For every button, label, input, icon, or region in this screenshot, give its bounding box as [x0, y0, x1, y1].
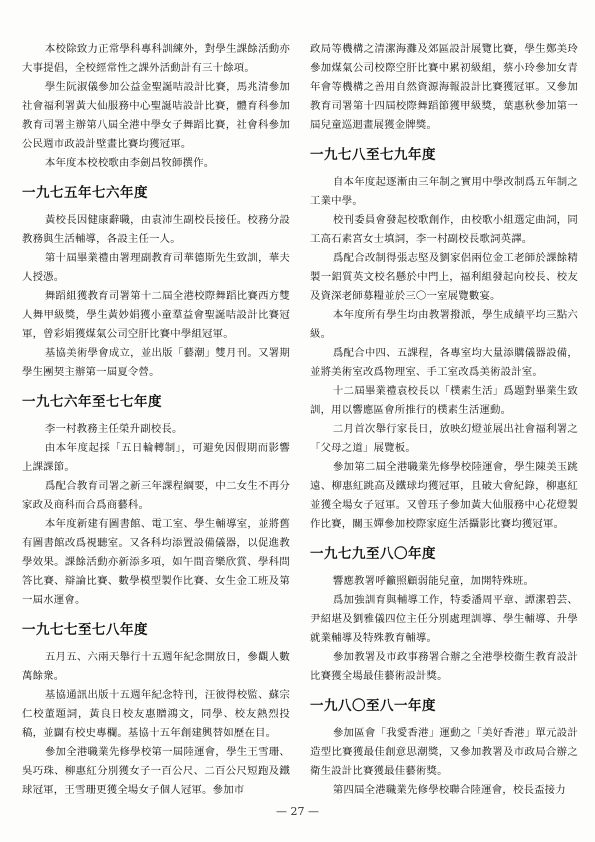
section-heading: 一九七六年至七七年度	[22, 394, 162, 410]
section-heading: 一九七九至八〇年度	[310, 546, 436, 562]
paragraph: 本年度所有學生均由教署撥派，學生成績平均三點六級。	[310, 309, 578, 340]
paragraph: 第十屆畢業禮由署理副教育司華德斯先生致訓，華夫人授憑。	[22, 252, 290, 283]
paragraph: 響應教署呼籲照顧弱能兒童，加開特殊班。	[332, 575, 535, 587]
paragraph: 參加區會「我愛香港」運動之「美好香港」單元設計造型比賽獲最佳創意思潮獎，又參加教署及市政局合辦之衛生設計比賽獲最佳藝術獎。	[310, 727, 578, 777]
paragraph: 校刊委員會發起校歌創作，由校歌小組選定曲詞，同工高石素宮女士填詞，李一村副校長歌詞英譯。	[310, 214, 578, 245]
paragraph: 由本年度起採「五日輪轉制」，可避免因假期而影響上課課節。	[22, 442, 290, 473]
paragraph: 本年度新建有圖書館、電工室、學生輔導室，並將舊有圖書館改爲視聽室。又各科均添置設備儀器，以促進教學效果。課餘活動亦新添多項，如午間音樂欣賞、學科問答比賽、辯論比賽、數學模型製作比賽、女生金工班及第一屆水運會。	[22, 518, 290, 606]
page-number: — 27 —	[276, 805, 319, 818]
paragraph: 本校除致力正常學科專科訓練外，對學生課餘活動亦大事提倡，全校經常性之課外活動計有三十餘項。	[22, 43, 290, 74]
section-heading: 一九七五年七六年度	[22, 185, 148, 201]
paragraph: 舞蹈組獲教育司署第十二屆全港校際舞蹈比賽西方雙人舞甲級獎，學生黃妙娟獲小童羣益會聖誕咭設計比賽冠軍，曾彩娟獲煤氣公司空肝比賽中學組冠軍。	[22, 290, 290, 340]
section-heading: 一九七七至七八年度	[22, 622, 148, 638]
paragraph: 參加全港職業先修學校第一屆陸運會，學生王雪珊、吳巧珠、柳惠紅分別獲女子一百公尺、二百公尺短跑及鐵球冠軍，王雪珊更獲全場女子個人冠軍。參加市	[22, 746, 290, 796]
paragraph: 爲配合教育司署之新三年課程綱要，中二女生不再分家政及商科而合爲商藝科。	[22, 480, 290, 511]
paragraph: 五月五、六兩天舉行十五週年紀念開放日，參觀人數萬餘衆。	[22, 651, 290, 682]
paragraph: 十二屆畢業禮袁校長以「樸素生活」爲題對畢業生致訓，用以響應區會所推行的樸素生活運動。	[310, 385, 578, 416]
paragraph: 黃校長因健康辭職，由袁沛生副校長接任。校務分設教務與生活輔導，各設主任一人。	[22, 214, 290, 245]
paragraph: 基協通訊出版十五週年紀念特刊，汪彼得校監、蘇宗仁校董題詞，黃良日校友惠贈鴻文，同學、校友熱烈投稿，並闢有校史專欄。基協十五年創建興替如歷在目。	[22, 689, 290, 739]
left-column	[22, 40, 290, 800]
paragraph: 第四屆全港職業先修學校聯合陸運會，校長盃接力	[332, 784, 566, 796]
paragraph: 政局等機構之清潔海灘及郊區設計展覽比賽，學生鄭美玲參加煤氣公司校際空肝比賽中累初級組，蔡小玲參加女青年會等機構之善用自然資源海報設計比賽獲冠軍。又參加教育司署第十四屆校際舞蹈節獲甲級獎，葉惠秋參加第一屆兒童巡迴畫展獲金牌獎。	[310, 43, 578, 131]
paragraph: 參加第二屆全港職業先修學校陸運會，學生陳美玉跳遠、柳惠紅跳高及鐵球均獲冠軍，且破大會紀錄，柳惠紅並獲全場女子冠軍。又曾珏子參加黃大仙服務中心花燈製作比賽，關玉嬋參加校際家庭生活攝影比賽均獲冠軍。	[310, 461, 578, 530]
paragraph: 自本年度起逐漸由三年制之實用中學改制爲五年制之工業中學。	[310, 176, 578, 207]
paragraph: 李一村教務主任榮升副校長。	[44, 423, 183, 435]
paragraph: 參加教署及市政事務署合辦之全港學校衞生教育設計比賽獲全場最佳藝術設計獎。	[310, 651, 578, 682]
paragraph: 爲配合改制得張志堅及劉家侶兩位金工老師於課餘精製一鋁質英文校名懸於中門上，福利組發起向校長、校友及資深老師募糧並於三〇一室展覽數宴。	[310, 252, 578, 302]
paragraph: 爲配合中四、五課程，各專室均大量添購儀器設備，並將美術室改爲物理室、手工室改爲美術設計室。	[310, 347, 578, 378]
section-heading: 一九七八至七九年度	[310, 147, 436, 163]
paragraph: 本年度本校校歌由李劍昌牧師撰作。	[44, 157, 215, 169]
right-column	[310, 40, 578, 800]
section-heading: 一九八〇至八一年度	[310, 698, 436, 714]
paragraph: 學生阮淑儀參加公益金聖誕咭設計比賽，馬兆清參加社會福利署黃大仙服務中心聖誕咭設計比賽，體育科參加教育司署主辦第八屆全港中學女子舞蹈比賽，社會科參加公民週市政設計壁畫比賽均獲冠軍。	[22, 81, 290, 150]
paragraph: 二月首次舉行家長日，放映幻燈並展出社會福利署之「父母之道」展覽板。	[310, 423, 578, 454]
paragraph: 基協美術學會成立，並出版「藝潮」雙月刊。又署期學生團契主辦第一屆夏令營。	[22, 347, 290, 378]
paragraph: 爲加強訓育與輔導工作，特委潘周平章、譚潔碧芸、尹紹堪及劉雅儀四位主任分別處理訓導、學生輔導、升學就業輔導及特殊教育輔導。	[310, 594, 578, 644]
